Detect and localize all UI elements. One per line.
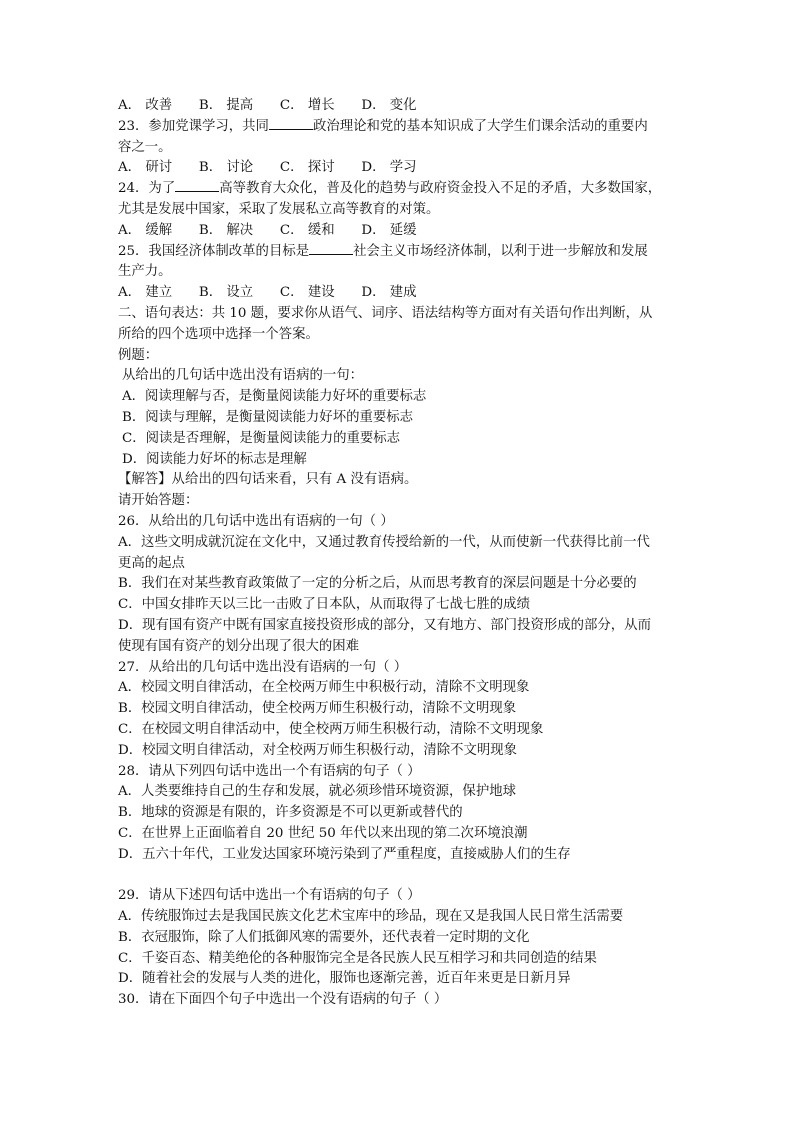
q24-blank <box>175 179 219 192</box>
q30-stem: 30．请在下面四个句子中选出一个没有语病的句子（ ） <box>118 992 448 1008</box>
q23-options: A． 研讨 B． 讨论 C． 探讨 D． 学习 <box>118 160 417 176</box>
q22-options: A． 改善 B． 提高 C． 增长 D． 变化 <box>118 98 417 113</box>
q26-option-b: B．我们在对某些教育政策做了一定的分析之后，从而思考教育的深层问题是十分必要的 <box>118 576 637 592</box>
q27-option-a: A．校园文明自律活动，在全校两万师生中积极行动，清除不文明现象 <box>118 680 530 696</box>
q27-option-d: D．校园文明自律活动，对全校两万师生积极行动，清除不文明现象 <box>118 742 518 758</box>
q26-option-c: C．中国女排昨天以三比一击败了日本队，从而取得了七战七胜的成绩 <box>118 597 530 613</box>
q26-option-d: D．现有国有资产中既有国家直接投资形成的部分，又有地方、部门投资形成的部分，从而 <box>118 617 651 633</box>
q29-option-b: B．衣冠服饰，除了人们抵御风寒的需要外，还代表着一定时期的文化 <box>118 929 530 945</box>
start-prompt: 请开始答题： <box>118 493 199 509</box>
example-option-b: B．阅读与理解，是衡量阅读能力好坏的重要标志 <box>122 409 414 425</box>
section-two-heading: 二、语句表达：共 10 题，要求你从语气、词序、语法结构等方面对有关语句作出判断，从 <box>118 305 653 321</box>
q26-stem: 26．从给出的几句话中选出有语病的一句（ ） <box>118 513 394 529</box>
q25-stem-part2: 社会主义市场经济体制，以利于进一步解放和发展 <box>353 243 648 259</box>
q24-stem-part2: 高等教育大众化，普及化的趋势与政府资金投入不足的矛盾，大多数国家， <box>219 181 662 197</box>
q26-option-d-cont: 使现有国有资产的划分出现了很大的困难 <box>118 638 360 654</box>
q25-options: A． 建立 B． 设立 C． 建设 D． 建成 <box>118 285 417 301</box>
example-prompt: 从给出的几句话中选出没有语病的一句： <box>122 368 364 384</box>
q28-option-c: C．在世界上正面临着自 20 世纪 50 年代以来出现的第二次环境浪潮 <box>118 825 528 841</box>
document-page <box>118 96 678 1011</box>
q24-options: A． 缓解 B． 解决 C． 缓和 D． 延缓 <box>118 222 417 238</box>
q28-option-a: A．人类要维持自己的生存和发展，就必须珍惜环境资源，保护地球 <box>118 784 516 800</box>
section-two-heading-cont: 所给的四个选项中选择一个答案。 <box>118 326 319 342</box>
q23-stem-part2: 政治理论和党的基本知识成了大学生们课余活动的重要内 <box>312 118 648 134</box>
q29-option-c: C．千姿百态、精美绝伦的各种服饰完全是各民族人民互相学习和共同创造的结果 <box>118 950 597 966</box>
q27-option-c: C．在校园文明自律活动中，使全校两万师生积极行动，清除不文明现象 <box>118 721 544 737</box>
example-label: 例题： <box>118 347 159 363</box>
q25-stem <box>118 242 678 263</box>
q26-option-a-cont: 更高的起点 <box>118 555 185 571</box>
q23-stem-cont: 容之一。 <box>118 139 172 155</box>
q29-option-d: D．随着社会的发展与人类的进化，服饰也逐渐完善，近百年来更是日新月异 <box>118 971 571 987</box>
q26-option-a: A．这些文明成就沉淀在文化中，又通过教育传授给新的一代，从而使新一代获得比前一代 <box>118 534 650 550</box>
q24-stem <box>118 179 678 200</box>
q23-stem <box>118 117 678 138</box>
q24-stem-part1: 24．为了 <box>118 181 176 197</box>
q25-stem-part1: 25．我国经济体制改革的目标是 <box>118 243 310 259</box>
q23-blank <box>269 117 313 130</box>
example-answer: 【解答】从给出的四句话来看，只有 A 没有语病。 <box>118 472 418 488</box>
q23-stem-part1: 23．参加党课学习，共同 <box>118 118 269 134</box>
q25-blank <box>309 242 353 255</box>
q28-option-b: B．地球的资源是有限的，许多资源是不可以更新或替代的 <box>118 805 463 821</box>
q29-option-a: A．传统服饰过去是我国民族文化艺术宝库中的珍品，现在又是我国人民日常生活需要 <box>118 909 624 925</box>
q27-stem: 27．从给出的几句话中选出没有语病的一句（ ） <box>118 659 408 675</box>
example-option-d: D．阅读能力好坏的标志是理解 <box>122 451 307 467</box>
q29-stem: 29．请从下述四句话中选出一个有语病的句子（ ） <box>118 888 421 904</box>
example-option-a: A．阅读理解与否，是衡量阅读能力好坏的重要标志 <box>122 389 427 405</box>
q28-stem: 28．请从下列四句话中选出一个有语病的句子（ ） <box>118 763 421 779</box>
blank-spacer <box>118 865 678 886</box>
q25-stem-cont: 生产力。 <box>118 264 172 280</box>
q28-option-d: D．五六十年代，工业发达国家环境污染到了严重程度，直接威胁人们的生存 <box>118 846 571 862</box>
q24-stem-cont: 尤其是发展中国家，采取了发展私立高等教育的对策。 <box>118 201 440 217</box>
q27-option-b: B．校园文明自律活动，使全校两万师生积极行动，清除不文明现象 <box>118 701 517 717</box>
example-option-c: C．阅读是否理解，是衡量阅读能力的重要标志 <box>122 430 401 446</box>
